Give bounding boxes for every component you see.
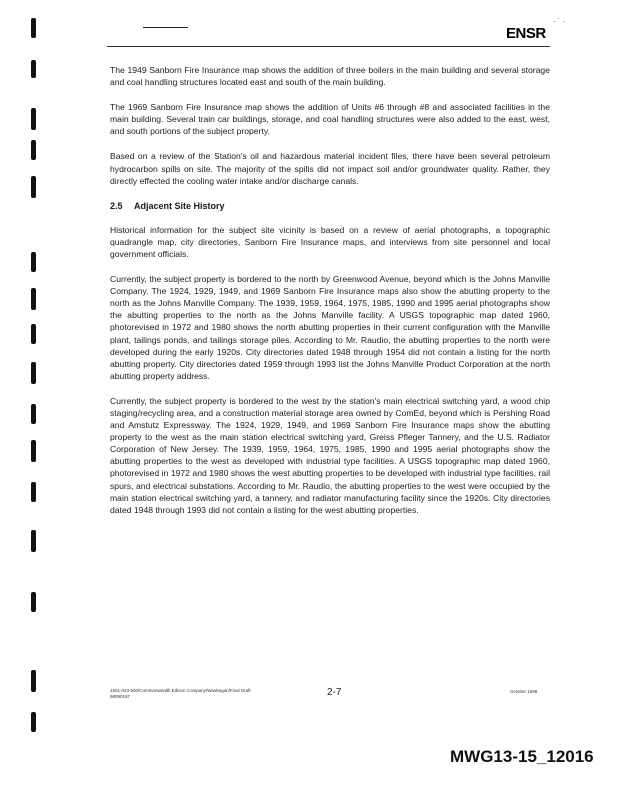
scan-specks: · ˙ · [553, 17, 566, 26]
paragraph: Currently, the subject property is bordered to the north by Greenwood Avenue, beyond which is the Johns Manville Company. The 1924, 1929, 1949, and 1969 Sanborn Fire Insurance maps also show the abutting property to the north as the Johns Manville Company. The 1939, 1959, 1964, 1975, 1985, 1990 and 1995 aerial photographs show the abutting properties to the north as the Johns Manville facility. A USGS topographic map dated 1960, photorevised in 1972 and 1980 shows the north abutting properties in their current configuration with the Manville plant, tailings ponds, and tailings storage piles. According to Mr. Raudio, the abutting properties to the north were developed during the early 1920s. City directories dated 1948 through 1954 did not contain a listing for the north abutting property. City directories dated 1959 through 1993 list the Johns Manville Product Corporation at the north abutting property address. [110, 274, 550, 381]
paragraph: Historical information for the subject site vicinity is based on a review of aerial photographs, a topographic quadrangle map, city directories, Sanborn Fire Insurance maps, and interviews from site personnel and local government officials. [110, 224, 550, 259]
binder-mark [31, 60, 36, 78]
header-rule [107, 46, 550, 47]
binder-mark [31, 592, 36, 612]
binder-mark [31, 404, 36, 424]
binder-mark [31, 712, 36, 732]
binder-mark [31, 108, 36, 130]
section-number: 2.5 [110, 200, 123, 211]
paragraph: The 1949 Sanborn Fire Insurance map shows the addition of three boilers in the main building and several storage and coal handling structures located east and south of the main building. [110, 65, 550, 88]
body-text [110, 64, 550, 529]
footer-doc-id [110, 688, 251, 700]
ensr-logo: ENSR [506, 25, 546, 42]
top-short-rule [143, 27, 188, 28]
paragraph: Currently, the subject property is bordered to the west by the station's main electrical switching yard, a wood chip staging/recycling area, and a construction material storage area owned by ComEd, beyond which is Pershing Road and Amstutz Expressway. The 1924, 1929, 1949, and 1969 Sanborn Fire Insurance maps show the abutting property to the west as the main station electrical switching yard, Greiss Pfleger Tannery, and the U.S. Radiator Corporation of New Jersey. The 1939, 1959, 1964, 1975, 1985, 1990 and 1995 aerial photographs show the abutting properties to the west as developed with industrial type facilities. A USGS topographic map dated 1960, photorevised in 1972 and 1980 shows the west abutting properties to be developed with industrial type facilities, rail spurs, and electrical substations. According to Mr. Raudio, the abutting properties to the west were occupied by the main station electrical switching yard, a tannery, and radiator manufacturing facility since the 1920s. City directories dated 1948 through 1993 did not contain a listing for the west abutting properties. [110, 395, 550, 515]
binder-mark [31, 362, 36, 384]
binder-mark [31, 482, 36, 502]
binder-mark [31, 176, 36, 198]
bates-number: MWG13-15_12016 [450, 747, 594, 766]
paragraph: Based on a review of the Station's oil and hazardous material incident files, there have been several petroleum hydrocarbon spills on site. The majority of the spills did not impact soil and/or groundwater quality. Rather, they directly effected the cooling water intake and/or discharge canals. [110, 151, 550, 186]
binder-mark [31, 670, 36, 692]
binder-mark [31, 140, 36, 160]
footer-doc-id-line2: 98090197 [110, 694, 131, 699]
footer-doc-id-line1: 1601-023-500/Commonwealth Edison Company/Waukegan/Final Draft [110, 688, 251, 693]
footer-date: October 1998 [510, 689, 538, 694]
paragraph: The 1969 Sanborn Fire Insurance map shows the addition of Units #6 through #8 and associated facilities in the main building. Several train car buildings, storage, and coal handling structures were also added to the east, west, and south portions of the subject property. [110, 102, 550, 137]
page-number: 2-7 [327, 687, 342, 698]
binder-mark [31, 18, 36, 38]
binder-mark [31, 324, 36, 344]
binder-mark [31, 252, 36, 272]
section-heading [110, 200, 550, 212]
binder-mark [31, 530, 36, 552]
binder-mark [31, 440, 36, 462]
binder-mark [31, 288, 36, 310]
section-title: Adjacent Site History [134, 200, 225, 211]
